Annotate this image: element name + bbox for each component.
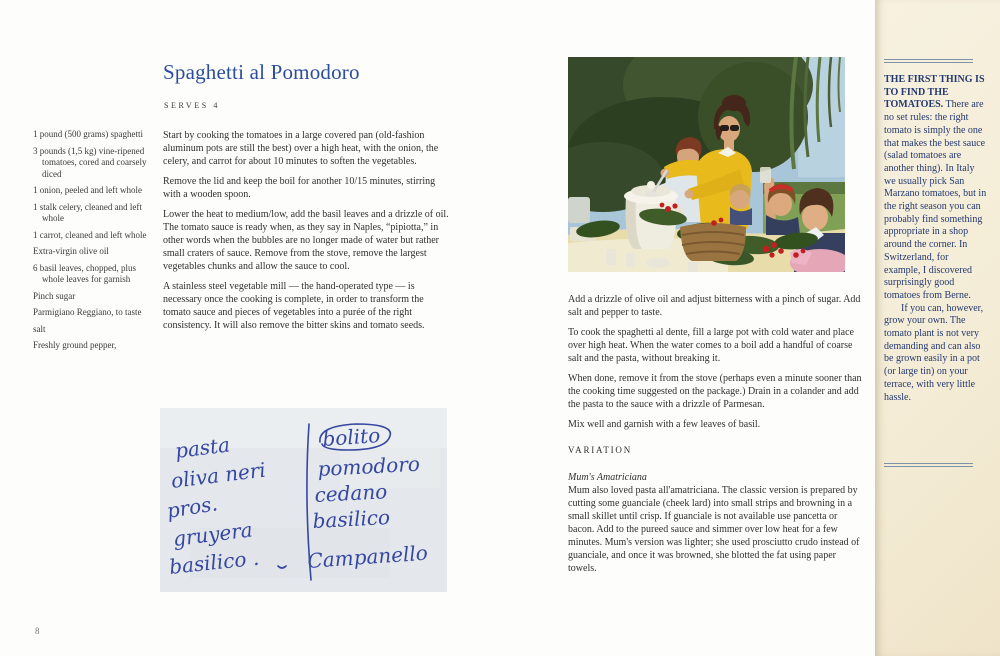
recipe-paragraph: When done, remove it from the stove (perhaps even a minute sooner than the cooking time suggested on the package.) Drain in a colander and add the pasta to the sauce with a drizzle of Parmesan. <box>568 373 862 410</box>
note-word: pasta <box>173 432 232 463</box>
recipe-paragraph: Mix well and garnish with a few leaves of basil. <box>568 419 761 430</box>
recipe-title: Spaghetti al Pomodoro <box>163 60 360 84</box>
note-word: basilico . <box>168 545 261 579</box>
ingredient-item: Pinch sugar <box>33 290 76 301</box>
margin-note-sidebar <box>875 0 1000 656</box>
ingredient-item: Extra-virgin olive oil <box>33 246 109 256</box>
recipe-paragraph: A stainless steel vegetable mill — the hand-operated type — is necessary once the cooking is complete, in order to transform the tomato sauce and pieces of vegetables into a purée of the right consistency. It will also remove the bitter skins and tomato seeds. <box>163 281 425 331</box>
note-word: pros. <box>165 491 220 523</box>
ingredient-item: 1 pound (500 grams) spaghetti <box>33 129 143 139</box>
ingredient-item: salt <box>33 323 46 334</box>
handwritten-note-svg <box>160 408 447 592</box>
recipe-instructions-left <box>163 129 451 339</box>
recipe-instructions-right <box>568 293 862 575</box>
ingredient-item: 1 onion, peeled and left whole <box>33 185 142 195</box>
ingredient-item: 3 pounds (1,5 kg) vine-ripened tomatoes, cored and coarsely diced <box>33 145 147 179</box>
sidebar-top-rule <box>884 59 973 63</box>
note-word: oliva neri <box>169 457 267 493</box>
sidebar-note-text <box>884 74 987 404</box>
note-word: Campanello <box>306 540 429 573</box>
note-word: bolito <box>321 423 381 451</box>
sidebar-body-2: If you can, however, grow your own. The tomato plant is not very demanding and can also be grown easily in a pot (or large tin) on your terrace, with very little hassle. <box>884 302 984 403</box>
sidebar-bottom-rule <box>884 463 973 467</box>
serves-label: SERVES 4 <box>164 101 220 110</box>
ingredient-item: 1 carrot, cleaned and left whole <box>33 229 147 240</box>
variation-subheading: Mum's Amatriciana <box>568 472 647 483</box>
wicker-basket <box>680 223 746 261</box>
note-word: basilico <box>312 504 391 533</box>
ingredient-item: Freshly ground pepper, <box>33 340 117 350</box>
variation-heading: VARIATION <box>568 445 633 455</box>
variation-body: Mum also loved pasta all'amatriciana. The classic version is prepared by cutting some guanciale (cheek lard) into small strips and browning in a small skillet until crisp. If guanciale is not available use pancetta or bacon. Add to the pureed sauce and simmer over low heat for a few minutes. Mum's version was lighter; she used prosciutto crudo instead of guanciale, and once it was browned, she blotted the fat using paper towels. <box>568 485 860 574</box>
handwritten-note-image <box>160 408 447 592</box>
photo-illustration <box>568 57 845 272</box>
ingredient-item: 6 basil leaves, chopped, plus whole leaves for garnish <box>33 262 136 284</box>
recipe-paragraph: Lower the heat to medium/low, add the basil leaves and a drizzle of oil. The tomato sauce is ready when, as they say in Naples, “pipiotta,” in other words when the bubbles are no longer made of water but rather small craters of sauce. Remove from the stove, remove the largest vegetables chunks and allow the sauce to cool. <box>163 209 449 272</box>
ingredient-item: 1 stalk celery, cleaned and left whole <box>33 201 142 223</box>
sidebar-body: There are no set rules: the right tomato is simply the one that makes the best sauce (salad tomatoes are another thing). In Italy we usually pick San Marzano tomatoes, but in the right season you can probably find something appropriate in a shop around the corner. In Switzerland, for example, I discovered surprisingly good tomatoes from Berne. <box>884 99 987 301</box>
note-word: pomodoro <box>317 451 421 481</box>
ingredient-item: Parmigiano Reggiano, to taste <box>33 307 142 317</box>
recipe-paragraph: Add a drizzle of olive oil and adjust bitterness with a pinch of sugar. Add salt and pepper to taste. <box>568 294 861 318</box>
recipe-paragraph: Remove the lid and keep the boil for another 10/15 minutes, stirring with a wooden spoon. <box>163 176 436 200</box>
outdoor-lunch-photo <box>568 57 845 272</box>
ingredients-list <box>33 129 157 357</box>
recipe-paragraph: To cook the spaghetti al dente, fill a large pot with cold water and place over high heat. When the water comes to a boil add a handful of coarse salt and the pasta, without breaking it. <box>568 327 854 364</box>
page-number: 8 <box>35 626 40 636</box>
note-word: cedano <box>314 479 388 507</box>
note-word: gruyera <box>171 517 254 551</box>
sidebar-lead: THE FIRST THING IS TO FIND THE TOMATOES. <box>884 74 985 111</box>
recipe-paragraph: Start by cooking the tomatoes in a large covered pan (old-fashion aluminum pots are still the best) over a high heat, with the onion, the celery, and carrot for about 10 minutes to soften the vegetables. <box>163 130 439 167</box>
